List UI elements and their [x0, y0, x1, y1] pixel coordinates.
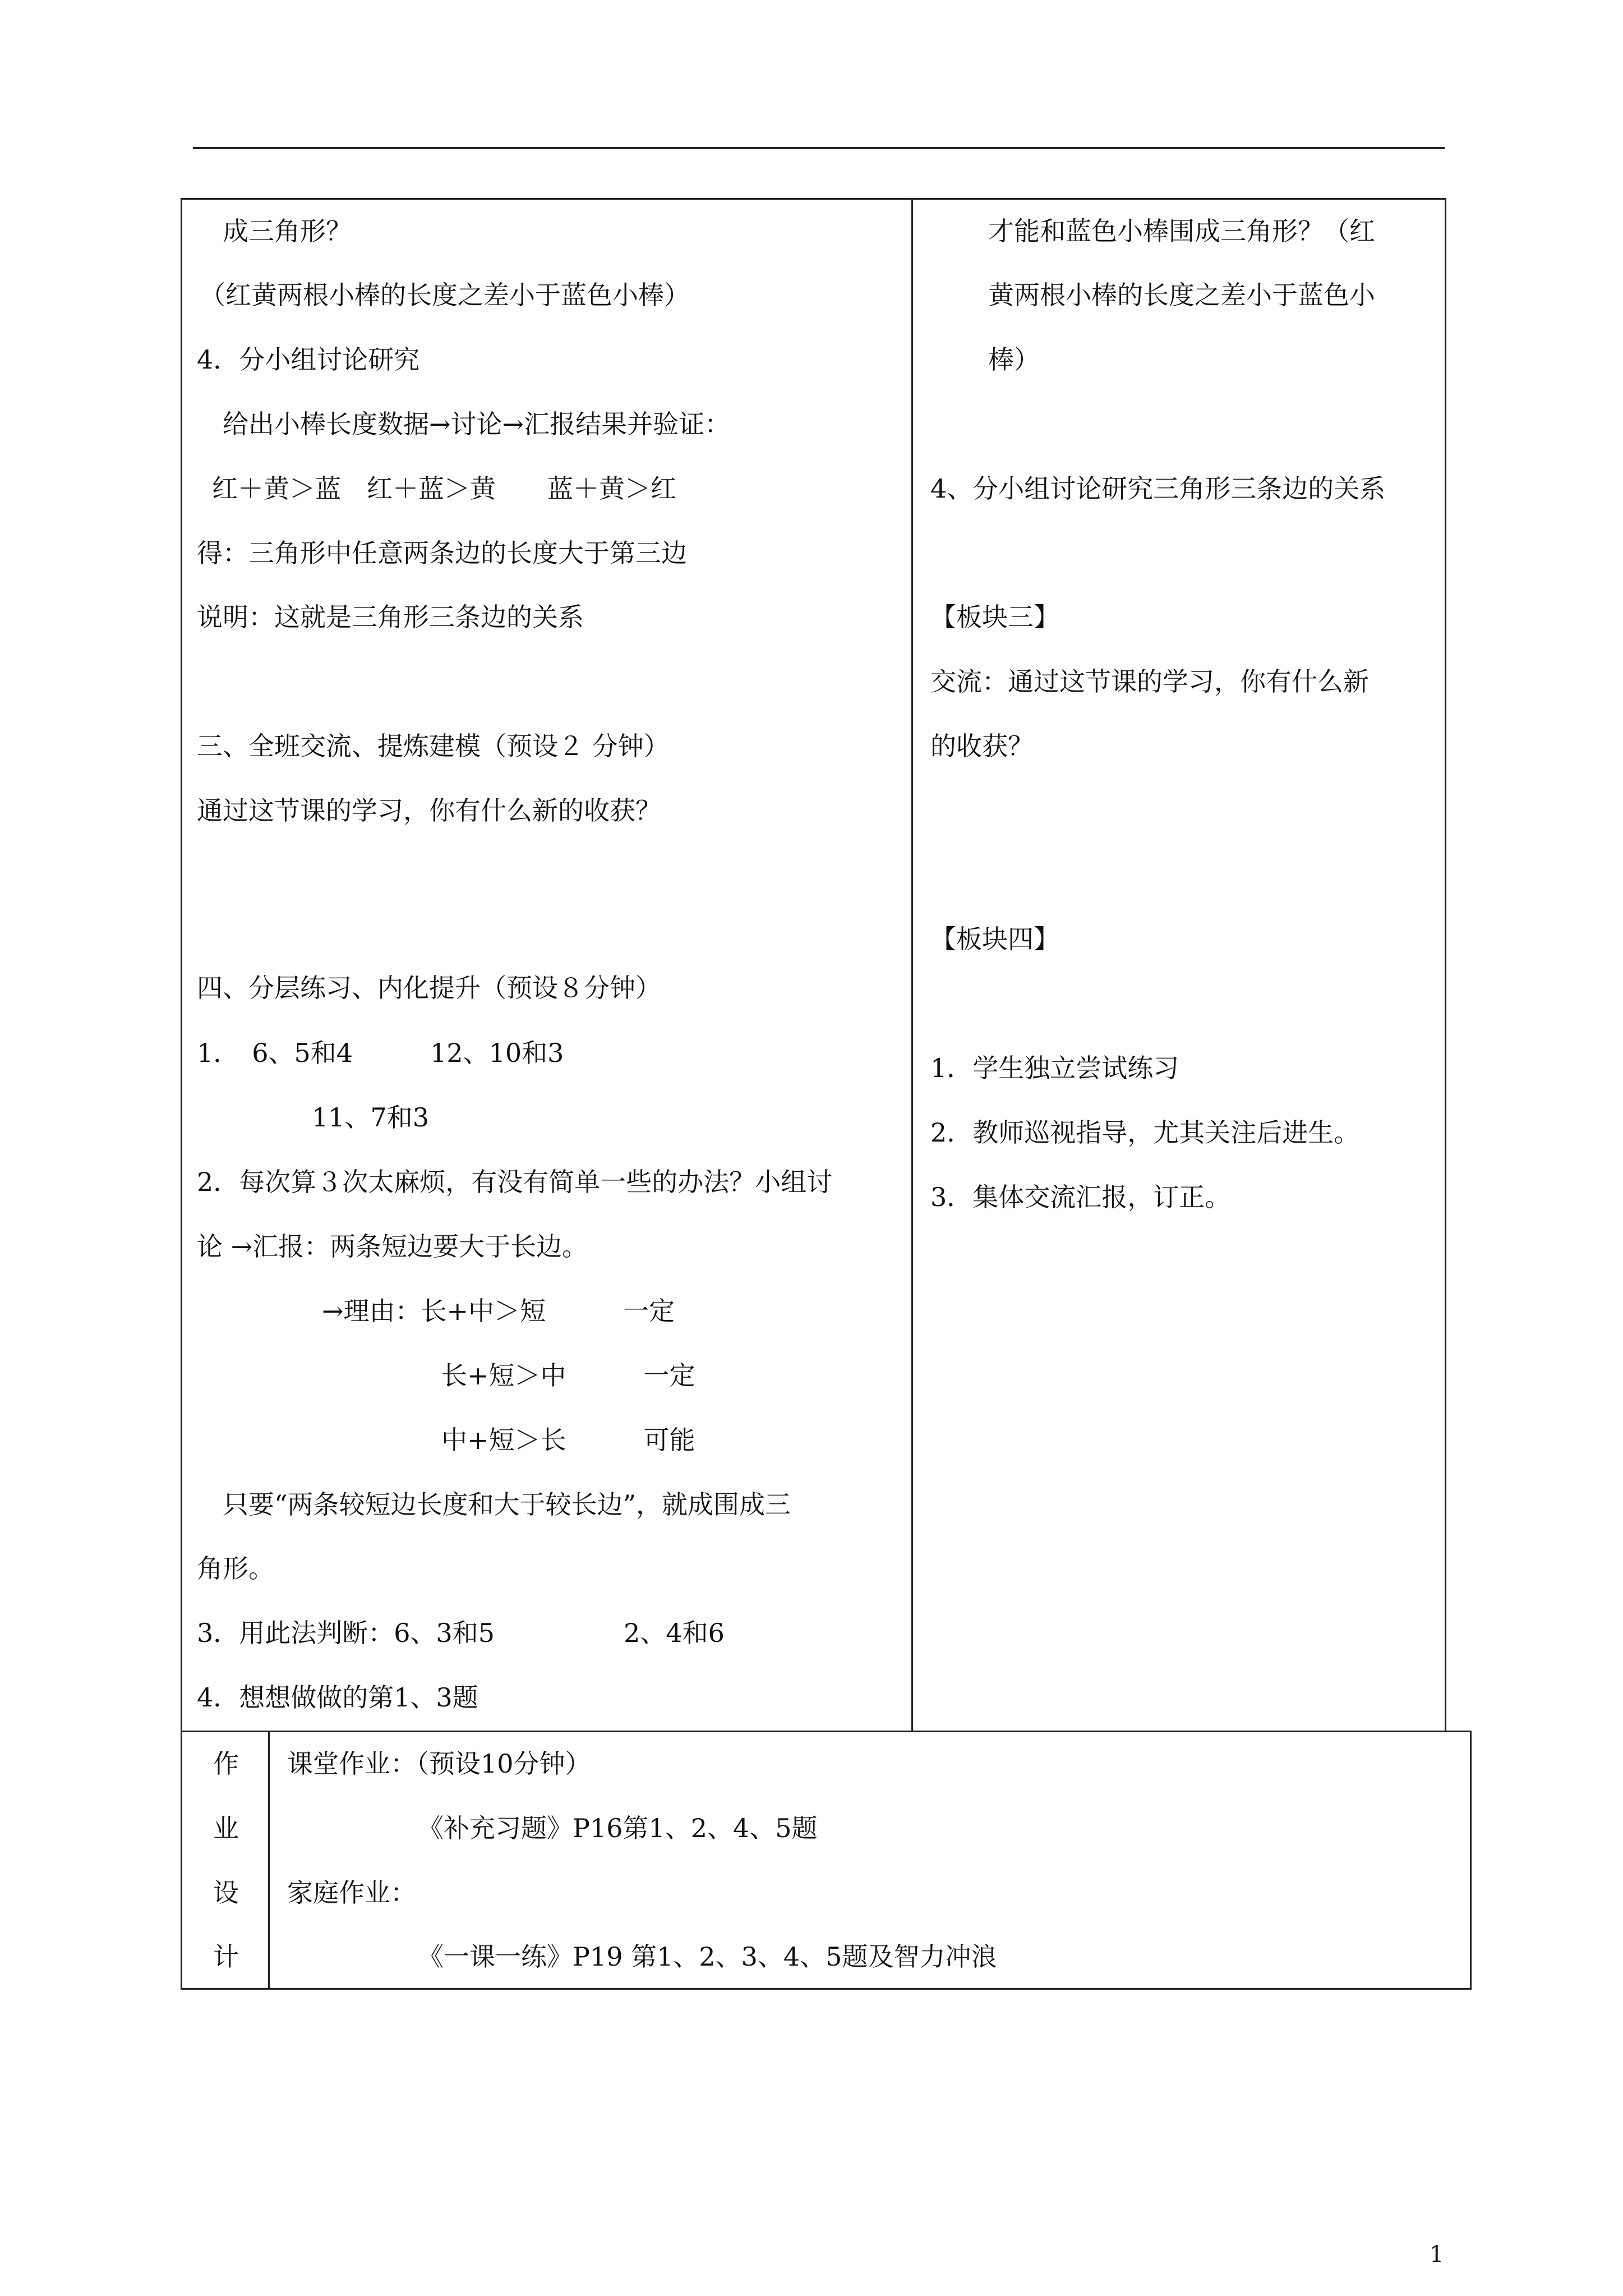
page-number: 1 [1430, 2242, 1444, 2267]
left-line: 成三角形？ [223, 216, 352, 246]
left-line: 给出小棒长度数据→讨论→汇报结果并验证： [223, 409, 731, 439]
left-line: 11、7和3 [312, 1102, 430, 1133]
right-line: 2．教师巡视指导，尤其关注后进生。 [930, 1117, 1360, 1148]
right-line: 【板块四】 [930, 924, 1059, 954]
header-rule [193, 147, 1445, 149]
left-line: 论 →汇报：两条短边要大于长边。 [197, 1231, 588, 1262]
homework-label-char: 作 [213, 1749, 239, 1779]
left-line: 角形。 [197, 1553, 274, 1584]
left-line: 1． 6、5和4 12、10和3 [197, 1038, 564, 1068]
homework-line: 《补充习题》P16第1、2、4、5题 [418, 1813, 818, 1843]
left-line: 长+短＞中 一定 [441, 1360, 695, 1391]
left-line: 说明：这就是三角形三条边的关系 [197, 602, 584, 632]
left-line: 通过这节课的学习，你有什么新的收获？ [197, 795, 661, 826]
homework-line: 《一课一练》P19 第1、2、3、4、5题及智力冲浪 [418, 1941, 997, 1972]
left-line: 4．想想做做的第1、3题 [197, 1682, 478, 1713]
left-line: 2．每次算３次太麻烦，有没有简单一些的办法？小组讨 [197, 1167, 833, 1197]
right-line: 3．集体交流汇报，订正。 [930, 1182, 1231, 1212]
homework-line: 课堂作业：（预设10分钟） [287, 1749, 591, 1779]
right-line: 4、分小组讨论研究三角形三条边的关系 [930, 473, 1386, 504]
right-line: 1．学生独立尝试练习 [930, 1053, 1179, 1083]
left-line: 红＋黄＞蓝 红＋蓝＞黄 蓝＋黄＞红 [212, 473, 676, 504]
right-line: 黄两根小棒的长度之差小于蓝色小 [988, 280, 1375, 310]
homework-label-char: 设 [213, 1878, 239, 1908]
left-line: 3．用此法判断：6、3和5 2、4和6 [197, 1618, 725, 1648]
left-line: 得：三角形中任意两条边的长度大于第三边 [197, 538, 687, 568]
left-line: 中+短＞长 可能 [441, 1425, 695, 1455]
homework-label-char: 计 [213, 1941, 239, 1972]
right-line: 交流：通过这节课的学习，你有什么新 [930, 666, 1369, 697]
left-line: （红黄两根小棒的长度之差小于蓝色小棒） [200, 280, 690, 310]
right-line: 棒） [988, 344, 1040, 375]
left-line: 只要“两条较短边长度和大于较长边”，就成围成三 [223, 1489, 791, 1520]
column-divider [911, 198, 913, 1732]
right-line: 【板块三】 [930, 602, 1059, 632]
left-line: 四、分层练习、内化提升（预设８分钟） [197, 973, 661, 1003]
left-line: →理由：长+中＞短 一定 [322, 1296, 675, 1326]
right-line: 才能和蓝色小棒围成三角形？（红 [988, 216, 1375, 246]
right-line: 的收获？ [930, 731, 1034, 761]
homework-divider [268, 1731, 270, 1990]
left-line: 三、全班交流、提炼建模（预设２ 分钟） [197, 731, 670, 761]
homework-line: 家庭作业： [287, 1878, 416, 1908]
left-line: 4．分小组讨论研究 [197, 344, 420, 375]
homework-label-char: 业 [213, 1813, 239, 1843]
